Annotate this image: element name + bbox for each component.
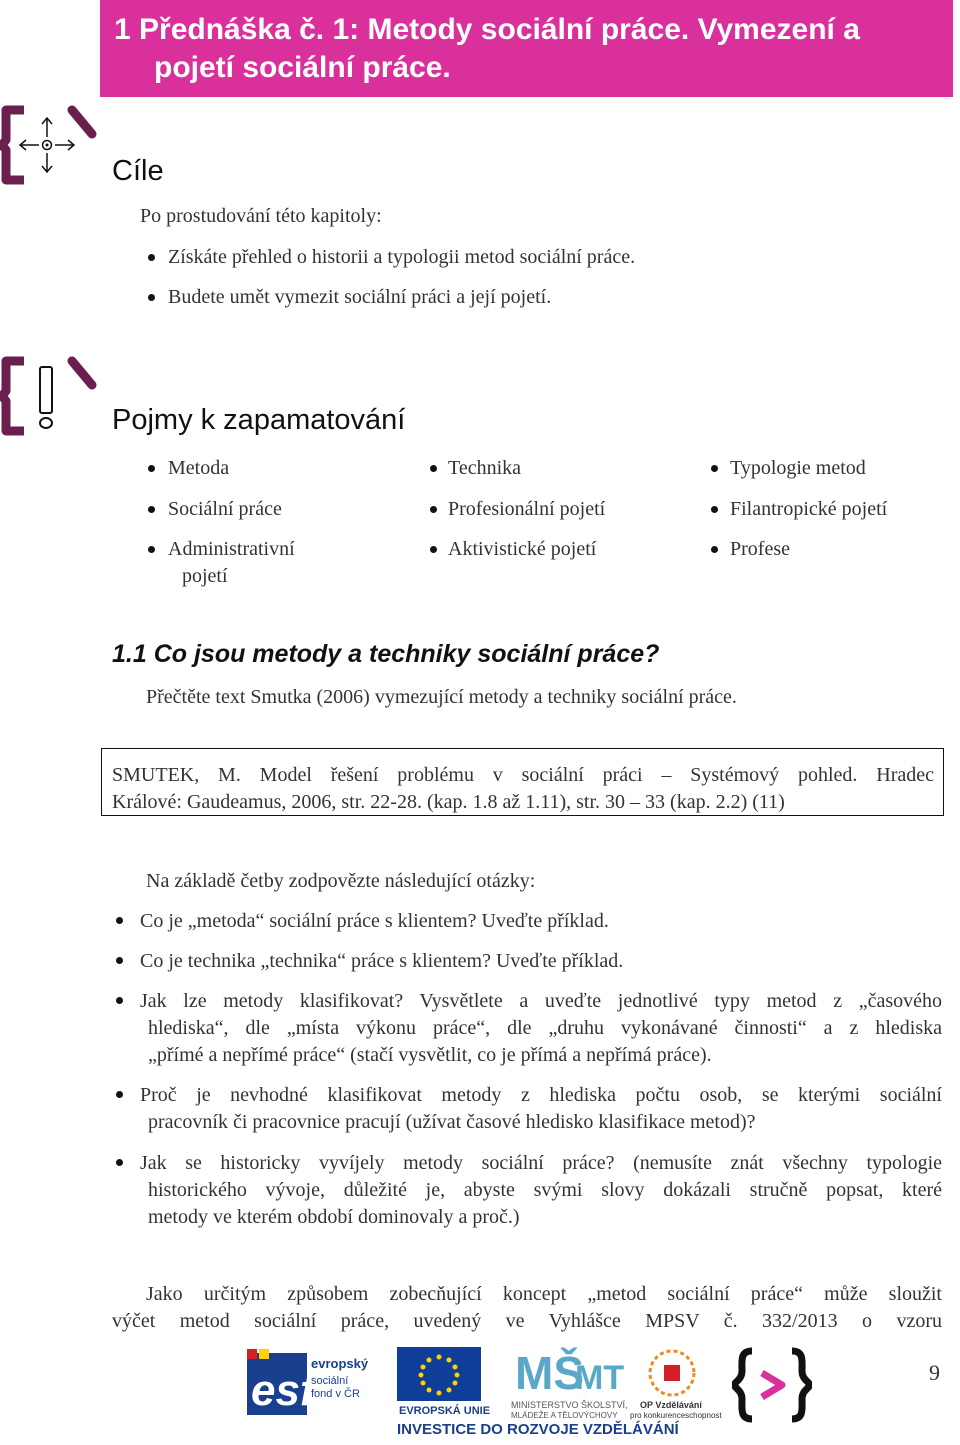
exclamation-icon (0, 355, 100, 437)
op-label-1: OP Vzdělávání (640, 1400, 702, 1410)
page-number: 9 (929, 1360, 940, 1385)
bullet (116, 1091, 123, 1098)
investment-banner: INVESTICE DO ROZVOJE VZDĚLÁVÁNÍ (397, 1421, 679, 1438)
bullet (116, 997, 123, 1004)
question-item: Co je technika „technika“ práce s klientem? Uveďte příklad. (140, 950, 624, 972)
bullet (148, 546, 155, 553)
reference-line: SMUTEK, M. Model řešení problému v sociální práci – Systémový pohled. Hradec (112, 764, 934, 786)
section-title: 1.1 Co jsou metody a techniky sociální práce? (112, 640, 660, 668)
chapter-title-line2: pojetí sociální práce. (154, 51, 451, 84)
op-label-2: pro konkurenceschopnost (630, 1411, 722, 1420)
esf-label-2: sociální (311, 1375, 349, 1387)
term-item: Typologie metod (730, 457, 866, 479)
term-item: Profesionální pojetí (448, 498, 606, 520)
svg-text:MŠ: MŠ (515, 1347, 584, 1397)
term-item: Administrativní (168, 538, 295, 560)
bullet (116, 917, 123, 924)
chapter-header (100, 0, 953, 97)
msmt-label-1: MINISTERSTVO ŠKOLSTVÍ, (511, 1400, 628, 1410)
bullet (430, 465, 437, 472)
question-item-continuation: metody ve kterém období dominovaly a proč.) (148, 1206, 520, 1228)
term-item-continuation: pojetí (182, 565, 228, 587)
question-item: Jak lze metody klasifikovat? Vysvětlete a uveďte jednotlivé typy metod z „časového (140, 990, 942, 1012)
curly-brace-logo (732, 1345, 812, 1440)
section-instruction: Přečtěte text Smutka (2006) vymezující metody a techniky sociální práce. (146, 686, 737, 708)
bullet (148, 254, 155, 261)
question-item: Jak se historicky vyvíjely metody sociální práce? (nemusíte znát všechny typologie (140, 1152, 942, 1174)
bullet (711, 506, 718, 513)
question-item-continuation: hlediska“, dle „místa výkonu práce“, dle „druhu vykonávané činnosti“ a z hlediska (148, 1017, 942, 1039)
svg-text:MT: MT (575, 1359, 625, 1397)
esf-label-3: fond v ČR (311, 1388, 360, 1400)
esf-logo (245, 1345, 390, 1440)
goal-item: Budete umět vymezit sociální práci a její pojetí. (168, 286, 552, 308)
term-item: Aktivistické pojetí (448, 538, 597, 560)
bullet (430, 506, 437, 513)
goals-intro: Po prostudování této kapitoly: (140, 205, 382, 227)
question-item: Co je „metoda“ sociální práce s klientem? Uveďte příklad. (140, 910, 609, 932)
target-icon (0, 104, 100, 186)
bullet (116, 957, 123, 964)
eu-label: EVROPSKÁ UNIE (399, 1405, 491, 1417)
question-item-continuation: historického vývoje, důležité je, abyste svými slovy dokázali stručně popsat, které (148, 1179, 942, 1201)
term-item: Profese (730, 538, 790, 560)
term-item: Metoda (168, 457, 230, 479)
bullet (148, 506, 155, 513)
question-item-continuation: pracovník či pracovnice pracují (užívat časové hledisko klasifikace metod)? (148, 1111, 756, 1133)
reference-line: Králové: Gaudeamus, 2006, str. 22-28. (kap. 1.8 až 1.11), str. 30 – 33 (kap. 2.2) (11) (112, 791, 785, 813)
goals-heading: Cíle (112, 155, 164, 187)
closing-paragraph-line: Jako určitým způsobem zobecňující koncept „metod sociální práce“ může sloužit (146, 1283, 942, 1305)
question-item-continuation: „přímé a nepřímé práce“ (stačí vysvětlit, co je přímá a nepřímá práce). (148, 1044, 712, 1066)
bullet (148, 465, 155, 472)
bullet (711, 465, 718, 472)
svg-text:esf: esf (251, 1366, 315, 1415)
term-item: Sociální práce (168, 498, 282, 520)
bullet (116, 1159, 123, 1166)
esf-label-1: evropský (311, 1356, 369, 1371)
bullet (711, 546, 718, 553)
questions-intro: Na základě četby zodpovězte následující otázky: (146, 870, 536, 892)
goal-item: Získáte přehled o historii a typologii metod sociální práce. (168, 246, 636, 268)
msmt-label-2: MLÁDEŽE A TĚLOVÝCHOVY (511, 1411, 618, 1420)
chapter-title-line1: 1 Přednáška č. 1: Metody sociální práce. Vymezení a (114, 13, 860, 46)
term-item: Technika (448, 457, 522, 479)
question-item: Proč je nevhodné klasifikovat metody z hlediska počtu osob, se kterými sociální (140, 1084, 942, 1106)
bullet (430, 546, 437, 553)
terms-heading: Pojmy k zapamatování (112, 404, 406, 436)
term-item: Filantropické pojetí (730, 498, 888, 520)
closing-paragraph-line: výčet metod sociální práce, uvedený ve Vyhlášce MPSV č. 332/2013 o vzoru (112, 1310, 942, 1332)
bullet (148, 294, 155, 301)
